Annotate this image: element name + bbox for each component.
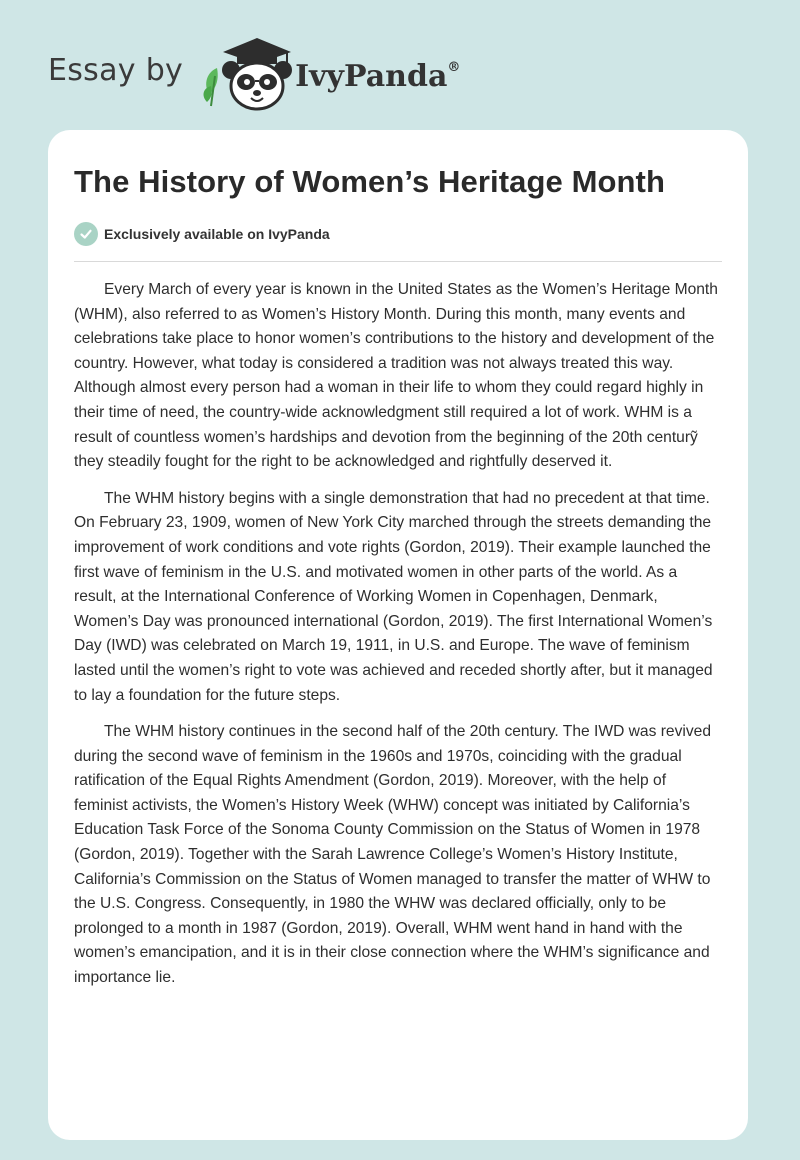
exclusive-badge [74,222,330,246]
essay-card [48,130,748,1140]
essay-by-label: Essay by [48,52,184,88]
divider [74,261,722,262]
paragraph: The WHM history continues in the second half of the 20th century. The IWD was revived during the second wave of feminism in the 1960s and 1970s, coinciding with the gradual ratification of the Equal Rights Amendment (Gordon, 2019). Moreover, with the help of feminist activists, the Women’s History Week (WHW) concept was initiated by California’s Education Task Force of the Sonoma County Commission on the Status of Women in 1978 (Gordon, 2019). Together with the Sarah Lawrence College’s Women’s History Institute, California’s Commission on the Status of Women managed to transfer the matter of WHW to the U.S. Congress. Consequently, in 1980 the WHW was declared officially, only to be prolonged to a month in 1987 (Gordon, 2019). Overall, WHM went hand in hand with the women’s emancipation, and it is in their close connection where the WHM’s significance and importance lie. [74,723,711,987]
badge-label: Exclusively available on IvyPanda [104,226,330,242]
paragraph: Every March of every year is known in the United States as the Women’s Heritage Month (WHM), also referred to as Women’s History Month. During this month, many events and celebrations take place to honor women’s contributions to the history and development of the country. However, what today is considered a tradition was not always treated this way. Although almost every person had a woman in their life to whom they could regard highly in their time of need, the country-wide acknowledgment still required a lot of work. WHM is a result of countless women’s hardships and devotion from the beginning of the 20th centurỹ they steadily fought for the right to be acknowledged and rightfully deserved it. [74,281,718,471]
check-icon [74,222,98,246]
brand-name: IvyPanda® [295,58,461,94]
panda-graduate-icon [201,36,293,112]
site-header [48,36,460,112]
essay-body [74,278,724,1003]
paragraph: The WHM history begins with a single demonstration that had no precedent at that time. On February 23, 1909, women of New York City marched through the streets demanding the improvement of work conditions and vote rights (Gordon, 2019). Their example launched the first wave of feminism in the U.S. and motivated women in other parts of the world. As a result, at the International Conference of Working Women in Copenhagen, Denmark, Women’s Day was pronounced international (Gordon, 2019). The first International Women’s Day (IWD) was celebrated on March 19, 1911, in U.S. and Europe. The wave of feminism lasted until the women’s right to vote was achieved and receded shortly after, but it managed to lay a foundation for the future steps. [74,489,713,704]
page-title: The History of Women’s Heritage Month [74,164,666,199]
